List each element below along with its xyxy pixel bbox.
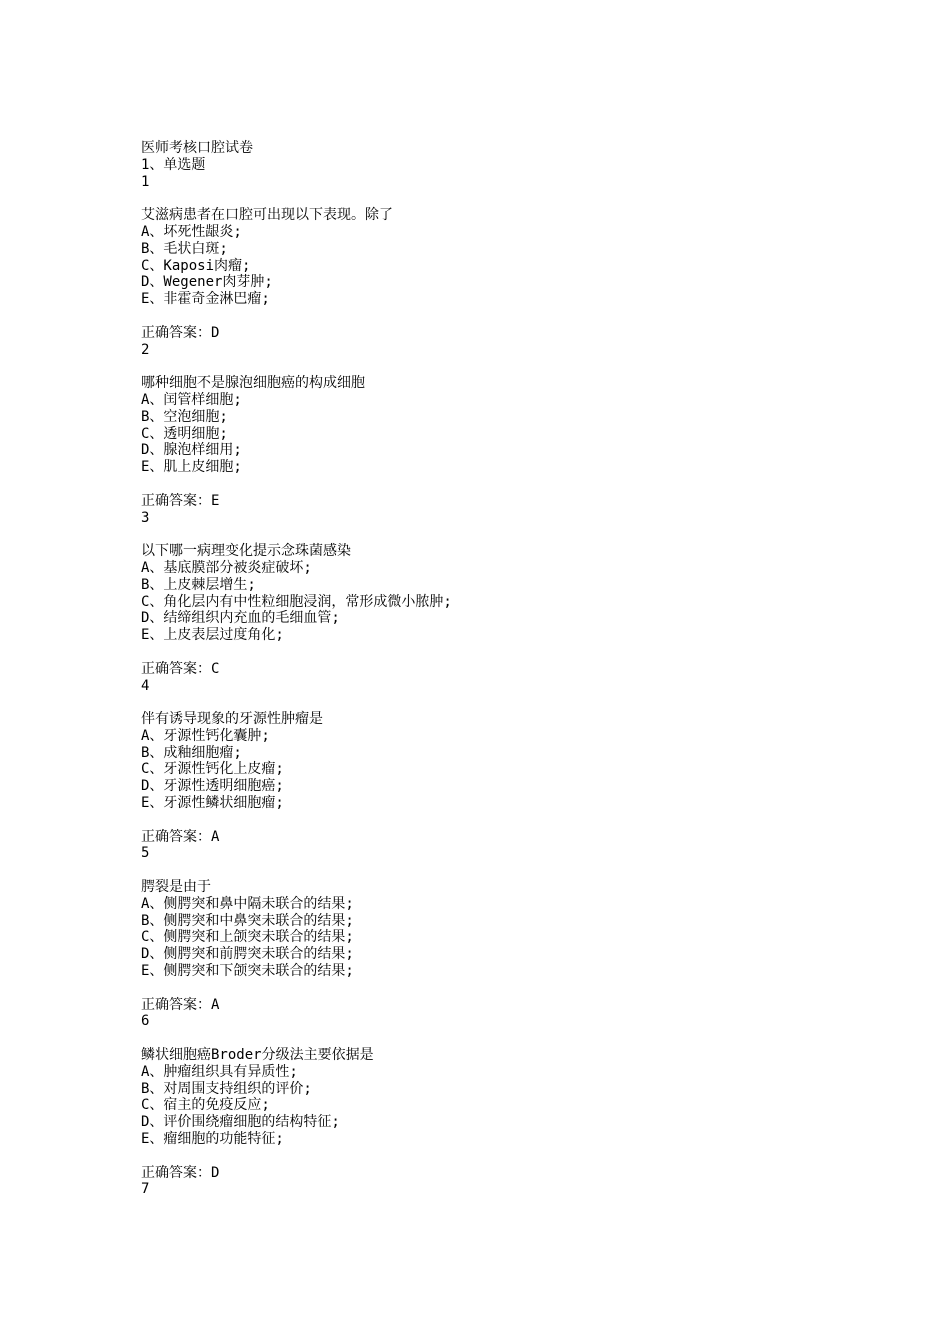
question-number: 7 [141, 1181, 150, 1198]
correct-answer: 正确答案：D [141, 1164, 220, 1181]
spacer [141, 358, 921, 375]
option-b: B、空泡细胞; [141, 408, 228, 425]
question-block [141, 342, 921, 510]
question-number: 2 [141, 341, 150, 358]
option-b: B、侧腭突和中鼻突未联合的结果; [141, 912, 354, 929]
option-e: E、侧腭突和下颌突未联合的结果; [141, 963, 354, 980]
spacer [141, 812, 921, 829]
option-d: D、结缔组织内充血的毛细血管; [141, 610, 340, 627]
option-a: A、闰管样细胞; [141, 391, 242, 408]
spacer [141, 980, 921, 997]
question-block [141, 1013, 921, 1181]
document-title: 医师考核口腔试卷 [141, 140, 253, 156]
option-e: E、上皮表层过度角化; [141, 627, 284, 644]
option-c: C、透明细胞; [141, 425, 228, 442]
question-stem: 腭裂是由于 [141, 879, 211, 896]
option-c: C、角化层内有中性粒细胞浸润，常形成微小脓肿; [141, 593, 452, 610]
question-stem: 艾滋病患者在口腔可出现以下表现。除了 [141, 207, 393, 224]
spacer [141, 190, 921, 207]
section-heading: 1、单选题 [141, 156, 206, 173]
option-a: A、坏死性龈炎; [141, 223, 242, 240]
question-block [141, 678, 921, 846]
question-block [141, 510, 921, 678]
spacer [141, 862, 921, 879]
option-b: B、上皮棘层增生; [141, 576, 256, 593]
option-e: E、非霍奇金淋巴瘤; [141, 291, 270, 308]
question-number: 4 [141, 677, 150, 694]
option-b: B、成釉细胞瘤; [141, 744, 242, 761]
option-a: A、侧腭突和鼻中隔未联合的结果; [141, 895, 354, 912]
question-stem: 以下哪一病理变化提示念珠菌感染 [141, 543, 351, 560]
question-stem: 伴有诱导现象的牙源性肿瘤是 [141, 711, 323, 728]
spacer [141, 526, 921, 543]
option-b: B、对周围支持组织的评价; [141, 1080, 312, 1097]
option-c: C、Kaposi肉瘤; [141, 257, 251, 274]
correct-answer: 正确答案：D [141, 324, 220, 341]
option-e: E、瘤细胞的功能特征; [141, 1131, 284, 1148]
correct-answer: 正确答案：E [141, 492, 220, 509]
spacer [141, 1030, 921, 1047]
exam-document [141, 140, 921, 1198]
option-c: C、宿主的免疫反应; [141, 1097, 270, 1114]
question-number: 5 [141, 845, 150, 862]
question-block [141, 845, 921, 1013]
question-stem: 哪种细胞不是腺泡细胞癌的构成细胞 [141, 375, 365, 392]
question-block [141, 174, 921, 342]
spacer [141, 308, 921, 325]
option-b: B、毛状白斑; [141, 240, 228, 257]
spacer [141, 476, 921, 493]
option-c: C、牙源性钙化上皮瘤; [141, 761, 284, 778]
correct-answer: 正确答案：A [141, 996, 220, 1013]
option-a: A、基底膜部分被炎症破坏; [141, 559, 312, 576]
option-d: D、牙源性透明细胞癌; [141, 778, 284, 795]
spacer [141, 1148, 921, 1165]
option-e: E、肌上皮细胞; [141, 459, 242, 476]
option-e: E、牙源性鳞状细胞瘤; [141, 795, 284, 812]
correct-answer: 正确答案：C [141, 660, 220, 677]
option-d: D、评价围绕瘤细胞的结构特征; [141, 1114, 340, 1131]
question-number: 1 [141, 173, 150, 190]
option-d: D、侧腭突和前腭突未联合的结果; [141, 946, 354, 963]
question-number: 6 [141, 1013, 150, 1030]
option-a: A、肿瘤组织具有异质性; [141, 1063, 298, 1080]
option-d: D、腺泡样细用; [141, 442, 242, 459]
question-stem: 鳞状细胞癌Broder分级法主要依据是 [141, 1047, 374, 1064]
option-a: A、牙源性钙化囊肿; [141, 727, 270, 744]
correct-answer: 正确答案：A [141, 828, 220, 845]
option-c: C、侧腭突和上颌突未联合的结果; [141, 929, 354, 946]
question-number: 3 [141, 509, 150, 526]
spacer [141, 694, 921, 711]
option-d: D、Wegener肉芽肿; [141, 274, 273, 291]
spacer [141, 644, 921, 661]
